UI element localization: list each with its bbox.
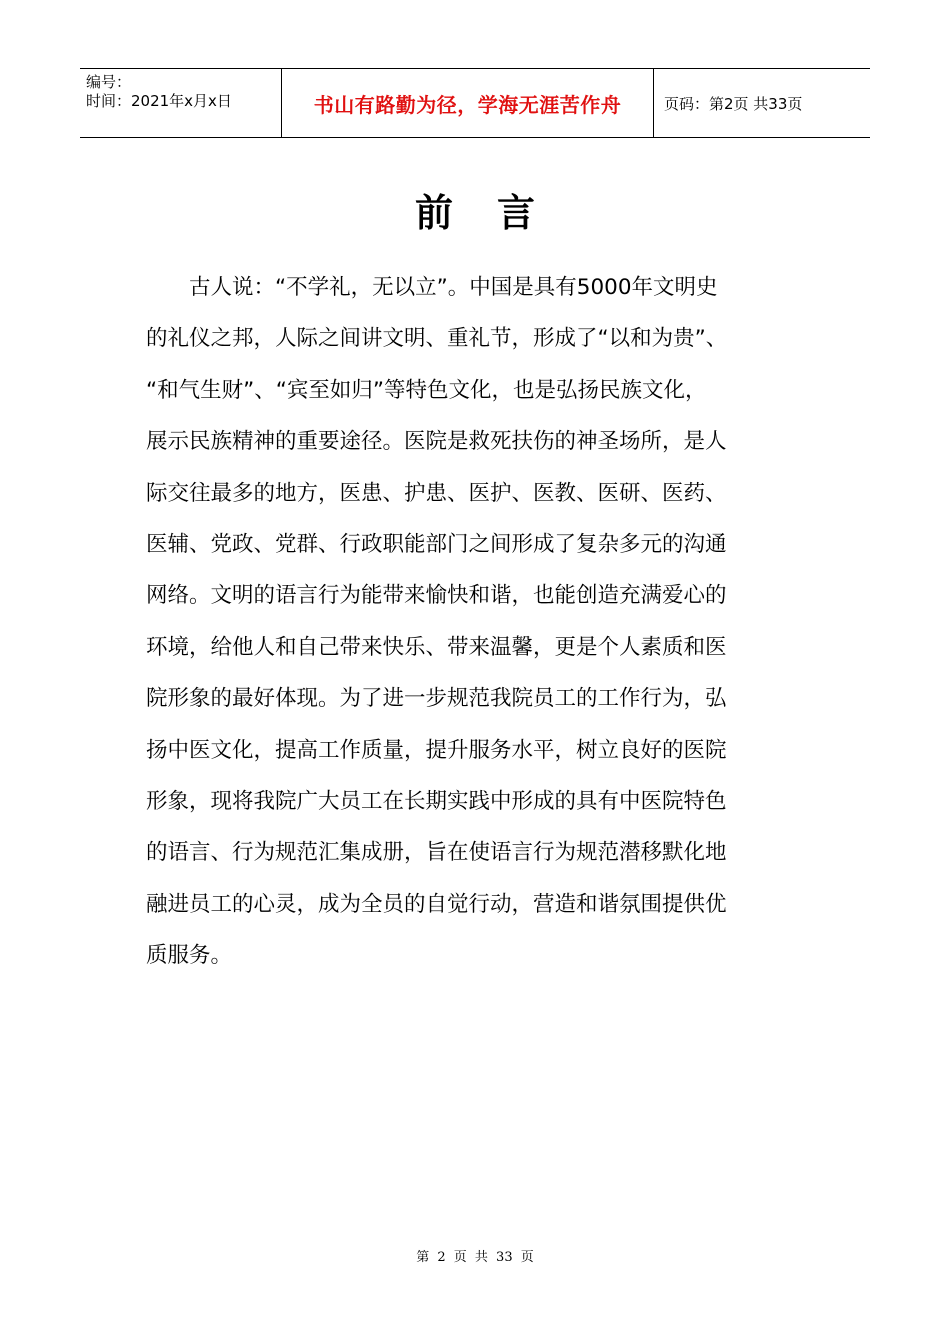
- body-line: 的礼仪之邦，人际之间讲文明、重礼节，形成了“以和为贵”、: [146, 326, 728, 352]
- preface-body: [146, 262, 806, 982]
- page-footer: 第 2 页 共 33 页: [416, 1250, 534, 1265]
- body-line: 院形象的最好体现。为了进一步规范我院员工的工作行为，弘: [146, 686, 727, 712]
- body-line: 际交往最多的地方，医患、护患、医护、医教、医研、医药、: [146, 480, 727, 506]
- header-motto: 书山有路勤为径，学海无涯苦作舟: [282, 69, 654, 137]
- number-label: 编号：: [86, 73, 132, 91]
- body-line: 融进员工的心灵，成为全员的自觉行动，营造和谐氛围提供优: [146, 891, 727, 917]
- header-page-code: 页码：第2页 共33页: [664, 94, 803, 113]
- body-line: 古人说：“不学礼，无以立”。中国是具有5000年文明史: [146, 275, 718, 300]
- body-line: 质服务。: [146, 943, 233, 969]
- body-line: 环境，给他人和自己带来快乐、带来温馨，更是个人素质和医: [146, 634, 727, 660]
- body-line: 形象，现将我院广大员工在长期实践中形成的具有中医院特色: [146, 789, 727, 815]
- body-line: 医辅、党政、党群、行政职能部门之间形成了复杂多元的沟通: [146, 532, 727, 558]
- document-header: [80, 68, 870, 138]
- header-meta: [80, 69, 282, 137]
- body-line: 的语言、行为规范汇集成册，旨在使语言行为规范潜移默化地: [146, 840, 727, 866]
- body-line: 网络。文明的语言行为能带来愉快和谐，也能创造充满爱心的: [146, 583, 727, 609]
- body-line: “和气生财”、“宾至如归”等特色文化，也是弘扬民族文化，: [146, 377, 707, 403]
- page-title: 前言: [414, 191, 579, 235]
- body-line: 扬中医文化，提高工作质量，提升服务水平，树立良好的医院: [146, 737, 727, 763]
- body-line: 展示民族精神的重要途径。医院是救死扶伤的神圣场所，是人: [146, 429, 727, 455]
- time-label: 时间：2021年x月x日: [86, 92, 232, 110]
